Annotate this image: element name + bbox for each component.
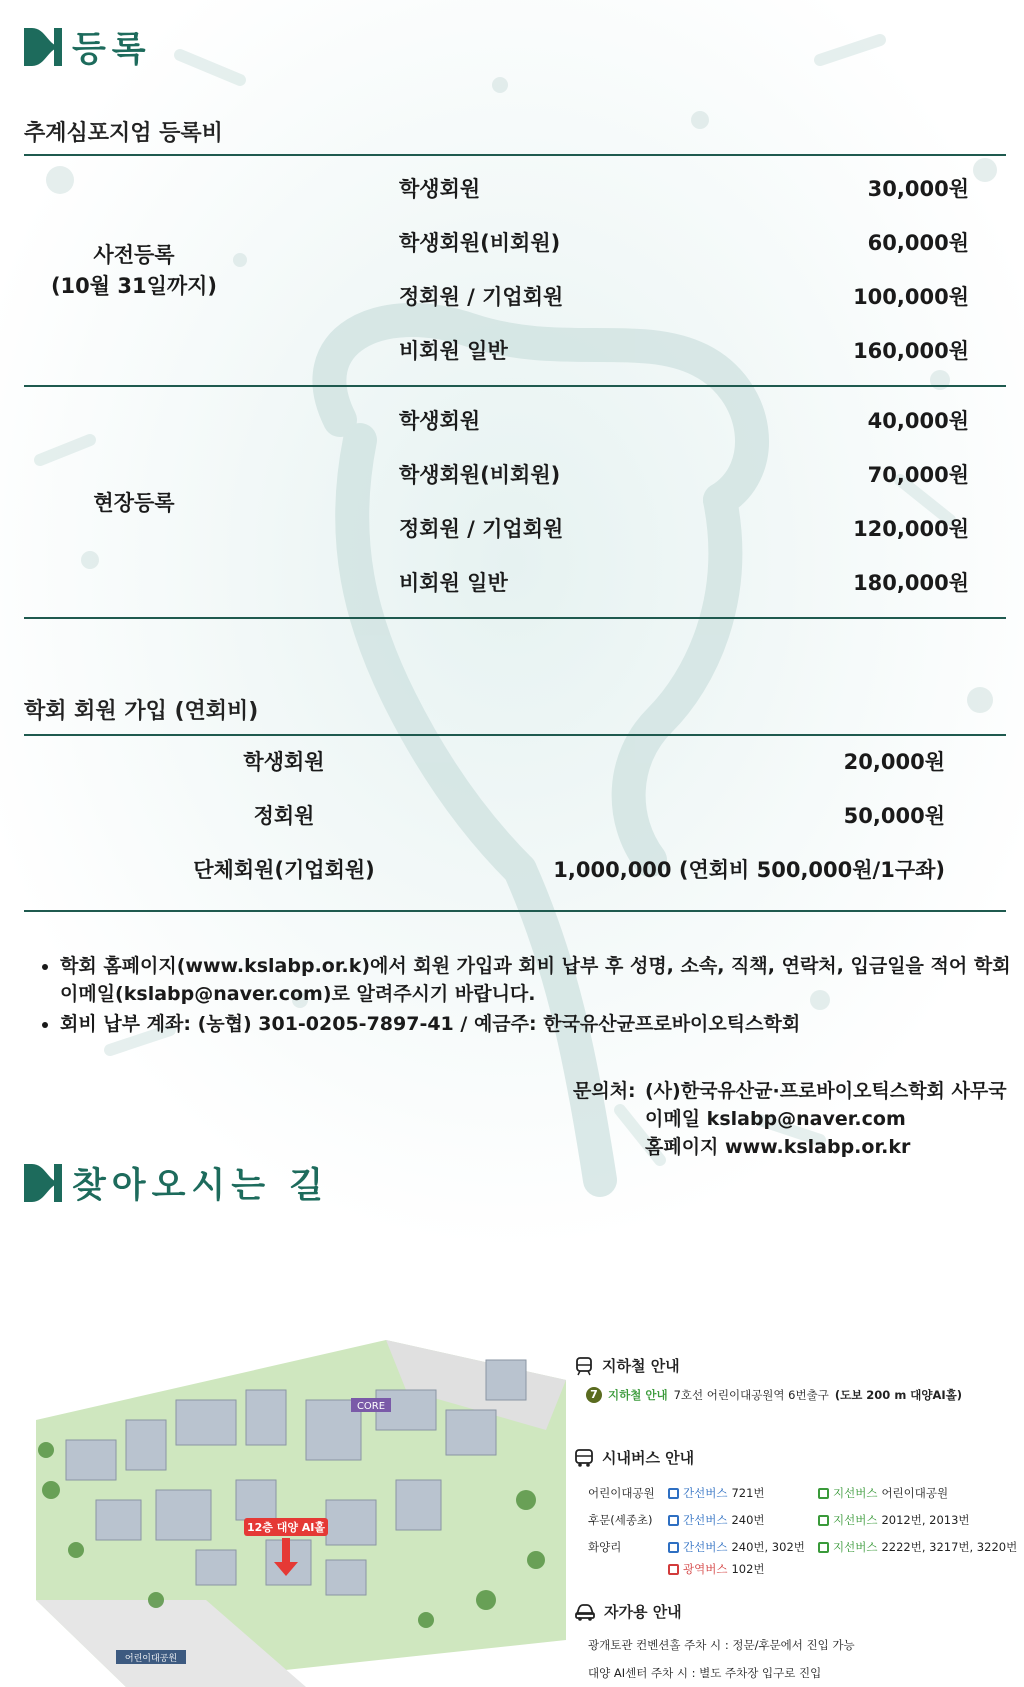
branch-bus-route (818, 1539, 1017, 1555)
subway-icon (574, 1356, 594, 1376)
membership-type: 정회원 (253, 804, 315, 828)
membership-type: 학생회원 (243, 750, 325, 774)
wide-bus-icon (668, 1564, 679, 1575)
group-label (24, 240, 244, 302)
fee-type: 학생회원 (399, 409, 481, 433)
note-item: • 회비 납부 계좌: (농협) 301-0205-7897-41 / 예금주: 한국유산균프로바이오틱스학회 (60, 1010, 1020, 1038)
fee-type: 학생회원(비회원) (399, 463, 561, 487)
fee-price: 100,000원 (853, 285, 969, 309)
branch-bus-icon (818, 1488, 829, 1499)
membership-heading: 학회 회원 가입 (연회비) (24, 699, 259, 724)
directions-title: 찾아오시는 길 (72, 1166, 330, 1206)
bus-stop-name: 어린이대공원 (588, 1486, 655, 1500)
contact-email[interactable]: 이메일 kslabp@naver.com (645, 1108, 906, 1130)
fee-row (399, 454, 969, 494)
trunk-bus-number: 240번, 302번 (731, 1540, 805, 1554)
fee-price: 120,000원 (853, 517, 969, 541)
campus-map (6, 1300, 572, 1687)
trunk-bus-icon (668, 1542, 679, 1553)
wide-bus-route (668, 1561, 765, 1577)
car-icon (574, 1602, 596, 1622)
wide-bus-label: 광역버스 (683, 1562, 728, 1576)
bus-stop-name: 화양리 (588, 1540, 622, 1554)
trunk-bus-route (668, 1485, 765, 1501)
divider (24, 734, 1006, 736)
trunk-bus-route (668, 1512, 765, 1528)
trunk-bus-number: 721번 (731, 1486, 765, 1500)
park-label: 어린이대공원 (124, 1654, 178, 1664)
fee-price: 70,000원 (867, 463, 969, 487)
car-heading (574, 1601, 682, 1622)
fee-row (399, 508, 969, 548)
target-building-label: 12층 대양 AI홀 (246, 1521, 326, 1534)
line-7-badge: 7 (586, 1387, 602, 1403)
fee-type: 정회원 / 기업회원 (399, 285, 564, 309)
branch-bus-number: 어린이대공원 (881, 1486, 949, 1500)
membership-row (24, 740, 945, 780)
wide-bus-number: 102번 (731, 1562, 765, 1576)
fee-row (399, 168, 969, 208)
contact-homepage[interactable]: 홈페이지 www.kslabp.or.kr (645, 1136, 911, 1158)
group-label-line1: 사전등록 (93, 243, 175, 267)
payment-notes (36, 952, 1020, 1040)
symposium-fee-heading: 추계심포지엄 등록비 (24, 121, 223, 146)
trunk-bus-label: 간선버스 (683, 1540, 728, 1554)
car-heading-text: 자가용 안내 (604, 1603, 682, 1621)
contact-org: (사)한국유산균·프로바이오틱스학회 사무국 (645, 1080, 1007, 1102)
trunk-bus-label: 간선버스 (683, 1486, 728, 1500)
subway-heading (574, 1355, 680, 1376)
divider (24, 154, 1006, 156)
fee-row (399, 330, 969, 370)
divider (24, 617, 1006, 619)
fee-type: 학생회원(비회원) (399, 231, 561, 255)
membership-row (24, 848, 945, 888)
branch-bus-number: 2012번, 2013번 (881, 1513, 970, 1527)
directions-section-title (24, 1158, 329, 1208)
branch-bus-icon (818, 1515, 829, 1526)
group-label-line2: (10월 31일까지) (50, 274, 218, 298)
trunk-bus-icon (668, 1488, 679, 1499)
fee-price: 180,000원 (853, 571, 969, 595)
fee-price: 30,000원 (867, 177, 969, 201)
bus-stop-name: 후문(세종초) (588, 1513, 653, 1527)
fee-price: 40,000원 (867, 409, 969, 433)
membership-price: 1,000,000 (연회비 500,000원/1구좌) (553, 858, 945, 882)
fee-row (399, 276, 969, 316)
subway-heading-text: 지하철 안내 (602, 1357, 680, 1375)
registration-section-title (24, 22, 152, 72)
trunk-bus-route (668, 1539, 805, 1555)
fee-price: 160,000원 (853, 339, 969, 363)
group-label (24, 488, 244, 519)
divider (24, 385, 1006, 387)
contact-label: 문의처: (573, 1080, 636, 1102)
fee-type: 비회원 일반 (399, 339, 508, 363)
brand-logo-icon (24, 28, 62, 66)
membership-price: 20,000원 (843, 750, 945, 774)
note-item: • 학회 홈페이지(www.kslabp.or.k)에서 회원 가입과 회비 납부 후 성명, 소속, 직책, 연락처, 입금일을 적어 학회 이메일(kslabp@naver.com)로 알려주시기 바랍니다. (60, 952, 1020, 1008)
car-info-line: 대양 AI센터 주차 시 : 별도 주차장 입구로 진입 (588, 1666, 822, 1680)
registration-title: 등록 (72, 30, 152, 70)
branch-bus-number: 2222번, 3217번, 3220번 (881, 1540, 1018, 1554)
divider (24, 910, 1006, 912)
core-label: CORE (356, 1401, 386, 1412)
branch-bus-label: 지선버스 (833, 1486, 878, 1500)
fee-row (399, 400, 969, 440)
trunk-bus-icon (668, 1515, 679, 1526)
membership-price: 50,000원 (843, 804, 945, 828)
membership-type: 단체회원(기업회원) (193, 858, 375, 882)
fee-type: 정회원 / 기업회원 (399, 517, 564, 541)
membership-row (24, 794, 945, 834)
bus-heading (574, 1447, 694, 1468)
brand-logo-icon (24, 1164, 62, 1202)
trunk-bus-label: 간선버스 (683, 1513, 728, 1527)
fee-type: 학생회원 (399, 177, 481, 201)
fee-price: 60,000원 (867, 231, 969, 255)
branch-bus-route (818, 1485, 948, 1501)
bus-heading-text: 시내버스 안내 (602, 1449, 695, 1467)
branch-bus-label: 지선버스 (833, 1513, 878, 1527)
branch-bus-label: 지선버스 (833, 1540, 878, 1554)
fee-row (399, 562, 969, 602)
subway-tag: 지하철 안내 (608, 1388, 668, 1402)
car-info-line: 광개토관 컨벤션홀 주차 시 : 정문/후문에서 진입 가능 (588, 1638, 855, 1652)
fee-row (399, 222, 969, 262)
fee-type: 비회원 일반 (399, 571, 508, 595)
bus-icon (574, 1448, 594, 1468)
subway-info (586, 1387, 962, 1403)
subway-text: 7호선 어린이대공원역 6번출구 (673, 1388, 829, 1402)
branch-bus-icon (818, 1542, 829, 1553)
group-label-line1: 현장등록 (93, 491, 175, 515)
subway-walk: (도보 200 m 대양AI홀) (834, 1388, 963, 1402)
trunk-bus-number: 240번 (731, 1513, 765, 1527)
branch-bus-route (818, 1512, 970, 1528)
